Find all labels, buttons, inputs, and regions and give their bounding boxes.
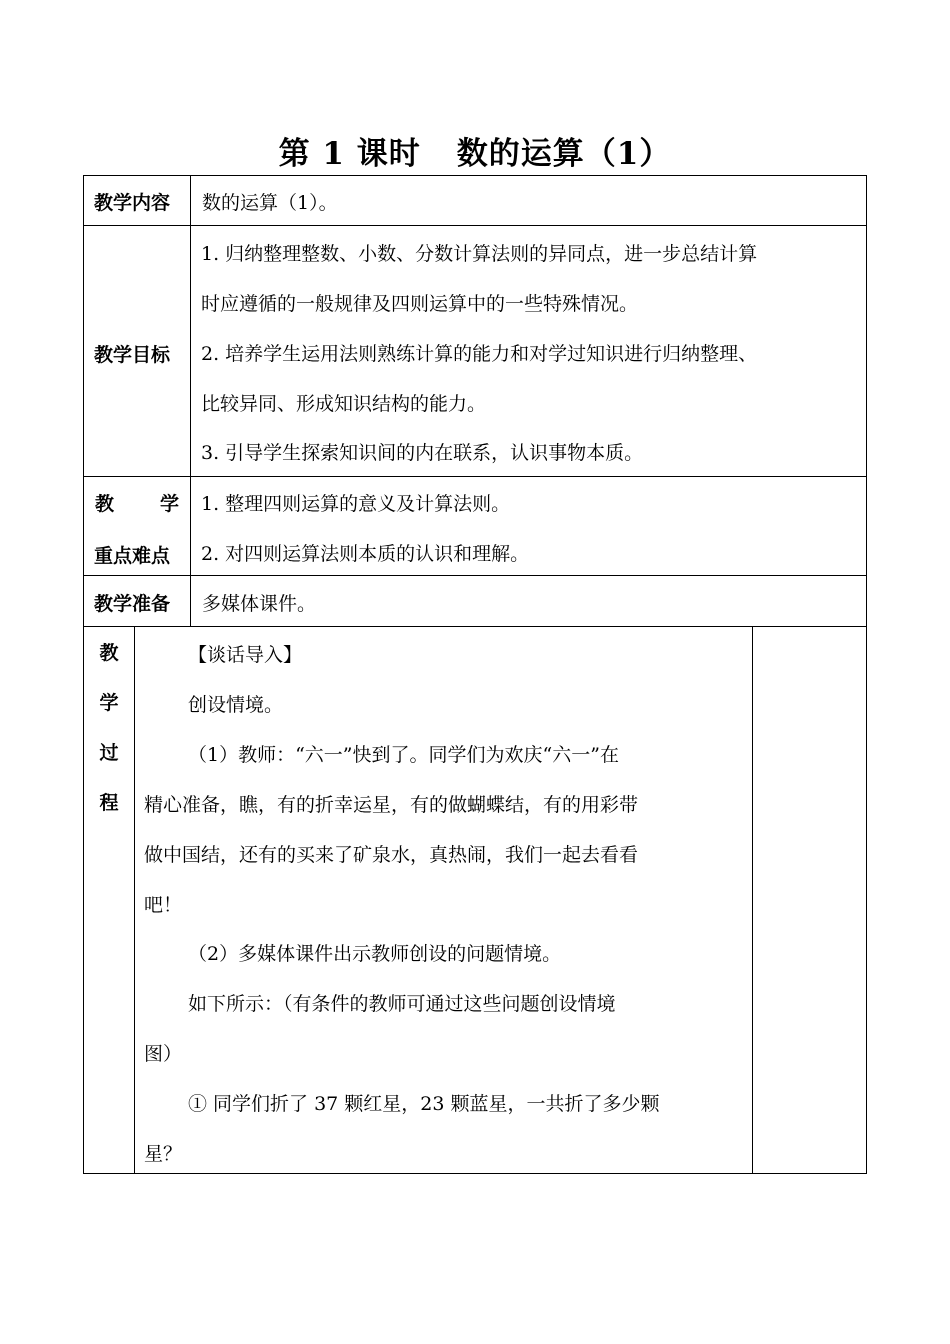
row-divider xyxy=(83,575,867,576)
process-line: 星？ xyxy=(144,1143,183,1165)
lesson-plan-table xyxy=(83,175,867,1174)
process-line: ① 同学们折了 37 颗红星，23 颗蓝星，一共折了多少颗 xyxy=(188,1093,660,1115)
key-label-c: 重点难点 xyxy=(94,545,171,567)
content-label: 教学内容 xyxy=(94,192,171,214)
key-point-line: 1. 整理四则运算的意义及计算法则。 xyxy=(201,493,511,515)
title-lesson: 第 1 课时 xyxy=(278,136,421,172)
key-label-b: 学 xyxy=(159,493,179,515)
process-line: 吧！ xyxy=(144,894,183,916)
goals-line: 3. 引导学生探索知识间的内在联系，认识事物本质。 xyxy=(201,442,644,464)
process-line: 图） xyxy=(144,1043,183,1065)
prep-label: 教学准备 xyxy=(94,593,171,615)
process-label-char: 过 xyxy=(99,742,119,764)
process-line: （1）教师：“六一”快到了。同学们为欢庆“六一”在 xyxy=(188,744,619,766)
key-point-line: 2. 对四则运算法则本质的认识和理解。 xyxy=(201,543,530,565)
process-line: 如下所示：（有条件的教师可通过这些问题创设情境 xyxy=(188,993,616,1015)
key-label-a: 教 xyxy=(95,493,115,515)
process-line: 做中国结，还有的买来了矿泉水，真热闹，我们一起去看看 xyxy=(144,844,639,866)
row-divider xyxy=(83,225,867,226)
goals-line: 1. 归纳整理整数、小数、分数计算法则的异同点，进一步总结计算 xyxy=(201,243,758,265)
goals-label: 教学目标 xyxy=(94,344,171,366)
column-divider xyxy=(134,626,135,1174)
process-line: 创设情境。 xyxy=(188,694,284,716)
process-label-char: 教 xyxy=(99,642,119,664)
key-points-label xyxy=(84,489,190,568)
process-heading: 【谈话导入】 xyxy=(188,644,303,666)
process-label-char: 程 xyxy=(99,792,119,814)
goals-line: 比较异同、形成知识结构的能力。 xyxy=(201,393,487,415)
title-topic: 数的运算（1） xyxy=(456,136,672,172)
column-divider xyxy=(752,626,753,1174)
prep-text: 多媒体课件。 xyxy=(202,593,317,615)
process-line: （2）多媒体课件出示教师创设的问题情境。 xyxy=(188,943,562,965)
row-divider xyxy=(83,626,867,627)
column-divider xyxy=(190,175,191,626)
row-divider xyxy=(83,476,867,477)
goals-line: 2. 培养学生运用法则熟练计算的能力和对学过知识进行归纳整理、 xyxy=(201,343,758,365)
content-text: 数的运算（1）。 xyxy=(202,192,338,214)
page-title xyxy=(0,128,950,173)
process-label-char: 学 xyxy=(99,692,119,714)
process-line: 精心准备，瞧，有的折幸运星，有的做蝴蝶结，有的用彩带 xyxy=(144,794,639,816)
process-label xyxy=(84,628,134,828)
goals-line: 时应遵循的一般规律及四则运算中的一些特殊情况。 xyxy=(201,293,639,315)
